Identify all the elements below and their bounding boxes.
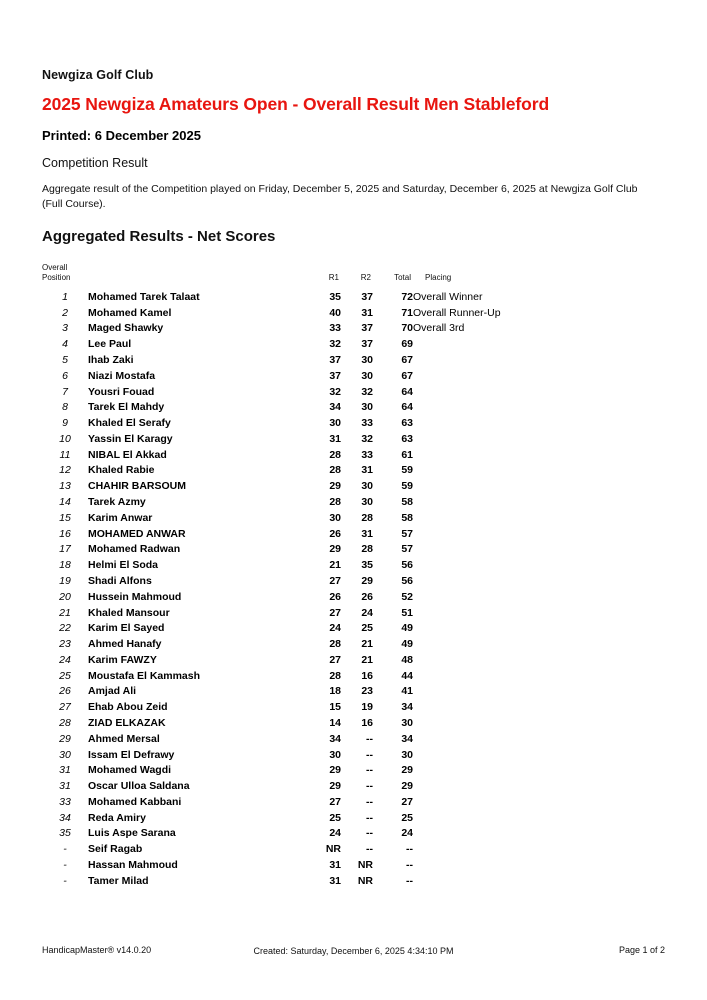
row-position: 18 xyxy=(59,559,71,572)
row-placing xyxy=(413,478,665,494)
table-row xyxy=(42,510,665,526)
table-row xyxy=(42,305,665,321)
table-row xyxy=(42,589,665,605)
table-row xyxy=(42,778,665,794)
row-position: 33 xyxy=(59,795,71,808)
table-row xyxy=(42,636,665,652)
row-total-score: 34 xyxy=(401,732,413,745)
row-total-score: 34 xyxy=(401,701,413,714)
table-row xyxy=(42,494,665,510)
row-placing xyxy=(413,684,665,700)
competition-description: Aggregate result of the Competition played on Friday, December 5, 2025 and Saturday, December 6, 2025 at Newgiza Golf Club (Full Course). xyxy=(42,183,638,210)
row-position: 16 xyxy=(59,527,71,540)
row-r1-score: 27 xyxy=(329,574,341,587)
row-r2-score: 35 xyxy=(361,559,373,572)
row-r2-score: 37 xyxy=(361,290,373,303)
row-r1-score: 37 xyxy=(329,354,341,367)
row-position: 35 xyxy=(59,827,71,840)
row-placing xyxy=(413,636,665,652)
row-r2-score: NR xyxy=(357,859,373,872)
row-r2-score: 21 xyxy=(361,638,373,651)
row-player-name: Tarek El Mahdy xyxy=(88,401,165,414)
row-total-score: 51 xyxy=(401,606,413,619)
row-r2-score: 31 xyxy=(361,306,373,319)
row-placing xyxy=(413,668,665,684)
row-r1-score: 34 xyxy=(329,732,341,745)
row-placing xyxy=(413,352,665,368)
row-total-score: 49 xyxy=(401,622,413,635)
row-position: 9 xyxy=(62,417,68,430)
row-r1-score: 30 xyxy=(329,511,341,524)
row-placing xyxy=(413,463,665,479)
row-placing: Overall Runner-Up xyxy=(413,306,501,319)
section-title: Aggregated Results - Net Scores xyxy=(42,228,276,245)
table-row xyxy=(42,699,665,715)
table-row xyxy=(42,684,665,700)
row-total-score: 69 xyxy=(401,338,413,351)
page-footer xyxy=(42,945,665,958)
row-r2-score: 16 xyxy=(361,716,373,729)
row-total-score: -- xyxy=(406,874,413,887)
table-row xyxy=(42,762,665,778)
table-row xyxy=(42,715,665,731)
row-position: 30 xyxy=(59,748,71,761)
row-placing xyxy=(413,510,665,526)
footer-software: HandicapMaster® v14.0.20 xyxy=(42,945,152,955)
row-position: 11 xyxy=(59,448,71,461)
row-total-score: 56 xyxy=(401,574,413,587)
row-placing xyxy=(413,447,665,463)
row-r2-score: 32 xyxy=(361,432,373,445)
row-player-name: Ahmed Hanafy xyxy=(88,638,162,651)
row-r1-score: 28 xyxy=(329,638,341,651)
row-total-score: 41 xyxy=(401,685,413,698)
row-player-name: Karim FAWZY xyxy=(88,653,157,666)
row-placing xyxy=(413,699,665,715)
row-r1-score: 33 xyxy=(329,322,341,335)
row-player-name: Mohamed Radwan xyxy=(88,543,181,556)
row-placing xyxy=(413,810,665,826)
row-r1-score: 24 xyxy=(329,622,341,635)
row-player-name: MOHAMED ANWAR xyxy=(88,527,186,540)
row-position: 2 xyxy=(62,306,68,319)
row-position: 12 xyxy=(59,464,71,477)
row-placing xyxy=(413,368,665,384)
column-header-position xyxy=(42,263,88,289)
row-player-name: Mohamed Kamel xyxy=(88,306,172,319)
row-total-score: 58 xyxy=(401,496,413,509)
row-total-score: 61 xyxy=(401,448,413,461)
row-r2-score: 33 xyxy=(361,417,373,430)
row-position: - xyxy=(63,843,67,856)
table-row xyxy=(42,605,665,621)
row-placing xyxy=(413,494,665,510)
row-total-score: 64 xyxy=(401,401,413,414)
row-player-name: Oscar Ulloa Saldana xyxy=(88,780,190,793)
row-player-name: Shadi Alfons xyxy=(88,574,152,587)
column-header-total: Total xyxy=(394,273,411,282)
row-r2-score: -- xyxy=(366,748,373,761)
row-placing xyxy=(413,652,665,668)
row-r1-score: NR xyxy=(325,843,341,856)
row-placing xyxy=(413,605,665,621)
row-placing xyxy=(413,336,665,352)
row-position: 3 xyxy=(62,322,68,335)
column-header-position-line1: Overall xyxy=(42,263,68,272)
row-total-score: 59 xyxy=(401,464,413,477)
row-total-score: 70 xyxy=(401,322,413,335)
row-position: 21 xyxy=(59,606,71,619)
row-position: 28 xyxy=(59,716,71,729)
row-position: 25 xyxy=(59,669,71,682)
row-position: - xyxy=(63,874,67,887)
row-player-name: Hassan Mahmoud xyxy=(88,859,178,872)
row-total-score: 29 xyxy=(401,764,413,777)
row-r2-score: 26 xyxy=(361,590,373,603)
row-position: 6 xyxy=(62,369,68,382)
row-r1-score: 24 xyxy=(329,827,341,840)
row-r2-score: 33 xyxy=(361,448,373,461)
table-row xyxy=(42,857,665,873)
row-player-name: Hussein Mahmoud xyxy=(88,590,182,603)
row-player-name: Ehab Abou Zeid xyxy=(88,701,168,714)
row-r1-score: 26 xyxy=(329,590,341,603)
row-r2-score: -- xyxy=(366,795,373,808)
row-r2-score: 30 xyxy=(361,480,373,493)
row-position: 14 xyxy=(59,496,71,509)
row-r2-score: 32 xyxy=(361,385,373,398)
row-r1-score: 40 xyxy=(329,306,341,319)
row-position: 31 xyxy=(59,780,71,793)
table-row xyxy=(42,384,665,400)
table-row xyxy=(42,526,665,542)
table-row xyxy=(42,620,665,636)
row-player-name: NIBAL El Akkad xyxy=(88,448,167,461)
row-placing xyxy=(413,573,665,589)
row-total-score: 57 xyxy=(401,543,413,556)
table-row xyxy=(42,573,665,589)
row-player-name: Yousri Fouad xyxy=(88,385,155,398)
row-r2-score: -- xyxy=(366,827,373,840)
row-player-name: Tarek Azmy xyxy=(88,496,146,509)
row-r1-score: 25 xyxy=(329,811,341,824)
row-placing xyxy=(413,589,665,605)
row-r1-score: 29 xyxy=(329,780,341,793)
row-total-score: -- xyxy=(406,859,413,872)
row-player-name: Issam El Defrawy xyxy=(88,748,175,761)
table-row xyxy=(42,447,665,463)
row-total-score: 67 xyxy=(401,369,413,382)
row-r2-score: 16 xyxy=(361,669,373,682)
row-r2-score: -- xyxy=(366,732,373,745)
row-placing xyxy=(413,873,665,889)
row-player-name: Moustafa El Kammash xyxy=(88,669,201,682)
row-placing xyxy=(413,857,665,873)
row-total-score: 25 xyxy=(401,811,413,824)
table-row xyxy=(42,399,665,415)
row-placing xyxy=(413,620,665,636)
table-row xyxy=(42,368,665,384)
row-placing xyxy=(413,526,665,542)
footer-page-number: Page 1 of 2 xyxy=(618,945,665,955)
row-total-score: -- xyxy=(406,843,413,856)
row-placing: Overall 3rd xyxy=(413,322,465,335)
row-placing xyxy=(413,542,665,558)
table-row xyxy=(42,431,665,447)
table-row xyxy=(42,841,665,857)
row-placing xyxy=(413,715,665,731)
row-total-score: 64 xyxy=(401,385,413,398)
row-r1-score: 27 xyxy=(329,606,341,619)
row-total-score: 67 xyxy=(401,354,413,367)
club-name: Newgiza Golf Club xyxy=(42,68,154,82)
row-position: 22 xyxy=(59,622,71,635)
row-placing xyxy=(413,431,665,447)
row-position: - xyxy=(63,859,67,872)
row-player-name: Niazi Mostafa xyxy=(88,369,156,382)
row-player-name: Maged Shawky xyxy=(88,322,164,335)
row-placing xyxy=(413,731,665,747)
row-r2-score: -- xyxy=(366,764,373,777)
row-total-score: 27 xyxy=(401,795,413,808)
row-r1-score: 32 xyxy=(329,338,341,351)
row-r2-score: 23 xyxy=(361,685,373,698)
table-row xyxy=(42,415,665,431)
row-position: 10 xyxy=(59,432,71,445)
row-total-score: 63 xyxy=(401,417,413,430)
table-row xyxy=(42,352,665,368)
column-header-position-line2: Position xyxy=(42,273,71,282)
row-total-score: 49 xyxy=(401,638,413,651)
row-total-score: 52 xyxy=(401,590,413,603)
row-placing xyxy=(413,794,665,810)
row-r1-score: 18 xyxy=(329,685,341,698)
table-row xyxy=(42,747,665,763)
row-r1-score: 28 xyxy=(329,448,341,461)
table-row xyxy=(42,289,665,305)
row-player-name: Lee Paul xyxy=(88,338,132,351)
table-row xyxy=(42,731,665,747)
row-placing xyxy=(413,399,665,415)
row-r2-score: 29 xyxy=(361,574,373,587)
table-row xyxy=(42,873,665,889)
row-r2-score: 37 xyxy=(361,338,373,351)
row-player-name: Mohamed Tarek Talaat xyxy=(88,290,200,303)
row-r1-score: 37 xyxy=(329,369,341,382)
row-r2-score: 19 xyxy=(361,701,373,714)
row-position: 8 xyxy=(62,401,68,414)
table-row xyxy=(42,542,665,558)
row-position: 4 xyxy=(62,338,68,351)
row-player-name: Khaled Mansour xyxy=(88,606,170,619)
row-placing xyxy=(413,415,665,431)
row-player-name: Ahmed Mersal xyxy=(88,732,160,745)
table-row xyxy=(42,652,665,668)
row-r1-score: 29 xyxy=(329,764,341,777)
row-r1-score: 31 xyxy=(329,859,341,872)
row-r1-score: 35 xyxy=(329,290,341,303)
row-placing xyxy=(413,841,665,857)
row-position: 26 xyxy=(59,685,71,698)
row-placing: Overall Winner xyxy=(413,290,483,303)
row-r2-score: 28 xyxy=(361,511,373,524)
row-r1-score: 15 xyxy=(329,701,341,714)
row-total-score: 30 xyxy=(401,716,413,729)
row-total-score: 56 xyxy=(401,559,413,572)
row-total-score: 63 xyxy=(401,432,413,445)
row-position: 17 xyxy=(59,543,71,556)
row-r2-score: 24 xyxy=(361,606,373,619)
row-total-score: 30 xyxy=(401,748,413,761)
row-position: 19 xyxy=(59,574,71,587)
row-placing xyxy=(413,826,665,842)
row-r2-score: 25 xyxy=(361,622,373,635)
row-player-name: Helmi El Soda xyxy=(88,559,159,572)
row-total-score: 72 xyxy=(401,290,413,303)
footer-created: Created: Saturday, December 6, 2025 4:34:10 PM xyxy=(253,946,454,956)
row-total-score: 71 xyxy=(401,306,413,319)
table-row xyxy=(42,668,665,684)
row-r2-score: 31 xyxy=(361,464,373,477)
row-r1-score: 34 xyxy=(329,401,341,414)
row-player-name: ZIAD ELKAZAK xyxy=(88,716,166,729)
row-position: 15 xyxy=(59,511,71,524)
row-r1-score: 27 xyxy=(329,653,341,666)
row-placing xyxy=(413,778,665,794)
row-r1-score: 30 xyxy=(329,417,341,430)
row-player-name: Karim El Sayed xyxy=(88,622,165,635)
row-placing xyxy=(413,747,665,763)
row-r1-score: 32 xyxy=(329,385,341,398)
row-position: 24 xyxy=(59,653,71,666)
row-player-name: Tamer Milad xyxy=(88,874,149,887)
table-header xyxy=(42,263,665,289)
table-row xyxy=(42,794,665,810)
row-r1-score: 26 xyxy=(329,527,341,540)
results-table xyxy=(42,263,665,889)
table-row xyxy=(42,826,665,842)
row-position: 34 xyxy=(59,811,71,824)
row-r2-score: 28 xyxy=(361,543,373,556)
table-row xyxy=(42,557,665,573)
column-header-r2: R2 xyxy=(360,273,371,282)
row-player-name: CHAHIR BARSOUM xyxy=(88,480,186,493)
row-total-score: 58 xyxy=(401,511,413,524)
row-position: 20 xyxy=(59,590,71,603)
row-player-name: Seif Ragab xyxy=(88,843,143,856)
row-position: 7 xyxy=(62,385,68,398)
row-r1-score: 28 xyxy=(329,669,341,682)
row-total-score: 57 xyxy=(401,527,413,540)
row-total-score: 29 xyxy=(401,780,413,793)
row-r1-score: 27 xyxy=(329,795,341,808)
competition-result-label: Competition Result xyxy=(42,156,148,170)
row-player-name: Ihab Zaki xyxy=(88,354,134,367)
row-r2-score: 30 xyxy=(361,354,373,367)
row-position: 27 xyxy=(59,701,71,714)
row-player-name: Khaled El Serafy xyxy=(88,417,171,430)
row-r1-score: 14 xyxy=(329,716,341,729)
row-total-score: 48 xyxy=(401,653,413,666)
row-placing xyxy=(413,762,665,778)
row-placing xyxy=(413,384,665,400)
row-player-name: Luis Aspe Sarana xyxy=(88,827,176,840)
column-header-r1: R1 xyxy=(328,273,339,282)
page-title: 2025 Newgiza Amateurs Open - Overall Result Men Stableford xyxy=(42,94,550,114)
row-position: 1 xyxy=(62,290,68,303)
column-header-placing: Placing xyxy=(425,273,452,282)
row-r1-score: 30 xyxy=(329,748,341,761)
row-r2-score: -- xyxy=(366,843,373,856)
row-r2-score: 21 xyxy=(361,653,373,666)
row-r1-score: 28 xyxy=(329,464,341,477)
row-r1-score: 29 xyxy=(329,480,341,493)
row-total-score: 44 xyxy=(401,669,413,682)
row-player-name: Yassin El Karagy xyxy=(88,432,173,445)
table-row xyxy=(42,810,665,826)
table-row xyxy=(42,321,665,337)
row-r2-score: NR xyxy=(357,874,373,887)
row-placing xyxy=(413,557,665,573)
table-row xyxy=(42,478,665,494)
row-total-score: 24 xyxy=(401,827,413,840)
row-position: 13 xyxy=(59,480,71,493)
row-player-name: Khaled Rabie xyxy=(88,464,155,477)
row-r2-score: 30 xyxy=(361,496,373,509)
row-position: 29 xyxy=(59,732,71,745)
row-r2-score: -- xyxy=(366,811,373,824)
printed-date: Printed: 6 December 2025 xyxy=(42,128,201,143)
row-r1-score: 21 xyxy=(329,559,341,572)
row-player-name: Mohamed Wagdi xyxy=(88,764,172,777)
column-header-name xyxy=(88,263,303,289)
row-r2-score: 30 xyxy=(361,401,373,414)
row-r2-score: 37 xyxy=(361,322,373,335)
row-total-score: 59 xyxy=(401,480,413,493)
row-r1-score: 28 xyxy=(329,496,341,509)
row-r2-score: -- xyxy=(366,780,373,793)
row-r2-score: 31 xyxy=(361,527,373,540)
table-row xyxy=(42,463,665,479)
row-player-name: Karim Anwar xyxy=(88,511,153,524)
table-body xyxy=(42,289,665,889)
row-r1-score: 31 xyxy=(329,874,341,887)
row-r2-score: 30 xyxy=(361,369,373,382)
row-r1-score: 31 xyxy=(329,432,341,445)
table-row xyxy=(42,336,665,352)
row-player-name: Mohamed Kabbani xyxy=(88,795,182,808)
row-player-name: Amjad Ali xyxy=(88,685,137,698)
row-position: 31 xyxy=(59,764,71,777)
row-r1-score: 29 xyxy=(329,543,341,556)
row-position: 5 xyxy=(62,354,68,367)
row-position: 23 xyxy=(59,638,71,651)
row-player-name: Reda Amiry xyxy=(88,811,146,824)
